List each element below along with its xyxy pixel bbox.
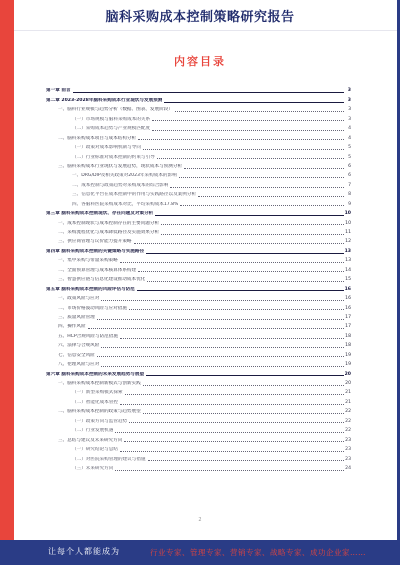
toc-entry-page: 23	[345, 437, 351, 443]
toc-entry-label: 八、伦理风险与应对	[58, 362, 100, 368]
toc-entry-label: （一）新型采购模式探索	[72, 390, 123, 396]
toc-entry-page: 24	[345, 465, 351, 471]
toc-entry-label: 一、DRG/DIP及相关政策对2023年采购成本的影响	[72, 173, 177, 179]
toc-entry-label: （二）对医院采购管理的建议与措施	[72, 456, 146, 462]
toc-entry[interactable]	[46, 179, 351, 188]
toc-entry-label: 第六章 脑科采购成本控制的未来发展趋势与展望	[46, 371, 145, 377]
toc-entry-label: （二）行业标准对成本控制的约束与引导	[72, 154, 155, 160]
toc-leader	[129, 422, 344, 423]
toc-entry[interactable]	[46, 444, 351, 453]
toc-entry-label: 第一章 前言	[46, 88, 71, 94]
toc-entry-page: 20	[345, 381, 351, 386]
toc-leader	[179, 177, 344, 178]
toc-entry-page: 4	[348, 135, 351, 141]
toc-entry-label: 第三章 脑科采购成本控制现状、存在问题及对策分析	[46, 211, 154, 217]
toc-entry[interactable]	[46, 425, 351, 434]
toc-entry[interactable]	[46, 312, 351, 321]
toc-leader	[120, 404, 344, 405]
toc-entry-page: 13	[344, 248, 351, 254]
toc-entry-label: （二）行业发展机遇	[72, 428, 114, 434]
toc-entry[interactable]	[46, 264, 351, 273]
toc-entry-label: 二、采购流程优化与成本降低路径及实施效果分析	[58, 230, 160, 235]
toc-entry[interactable]	[46, 406, 351, 415]
toc-entry[interactable]	[46, 245, 351, 254]
toc-entry-page: 21	[345, 399, 351, 405]
toc-entry-label: 第四章 脑科采购成本控制的关键策略与实施路径	[46, 248, 145, 254]
toc-entry-page: 15	[345, 277, 351, 283]
toc-entry-page: 3	[347, 97, 351, 103]
toc-entry[interactable]	[46, 142, 351, 151]
footer-slogan: 让每个人都能成为	[48, 547, 120, 556]
toc-leader	[124, 441, 344, 442]
toc-entry[interactable]	[46, 463, 351, 472]
toc-entry[interactable]	[46, 151, 351, 160]
toc-entry-label: （二）采购成本趋势与产业规模匹配度	[72, 126, 151, 132]
toc-entry[interactable]	[46, 283, 351, 292]
toc-entry-page: 6	[348, 173, 351, 179]
toc-leader	[152, 120, 344, 121]
toc-entry-page: 22	[345, 418, 351, 424]
toc-leader	[161, 224, 344, 225]
toc-entry-page: 19	[345, 352, 351, 358]
toc-entry[interactable]	[46, 359, 351, 368]
toc-leader	[101, 366, 344, 367]
toc-leader	[198, 196, 344, 197]
toc-entry[interactable]	[46, 113, 351, 122]
toc-leader	[120, 451, 344, 452]
toc-leader	[101, 300, 344, 301]
toc-entry-label: （三）未来研究方向	[72, 465, 114, 471]
toc-entry-label: 一、脑科采购成本控制新模式与创新实践	[58, 381, 141, 386]
toc-entry-page: 17	[345, 324, 351, 330]
toc-leader	[146, 253, 344, 254]
toc-entry-label: 二、脑科采购成本项目与成本结构分析	[58, 135, 137, 141]
toc-entry[interactable]	[46, 368, 351, 377]
toc-entry[interactable]	[46, 217, 351, 226]
toc-entry-page: 19	[345, 362, 351, 368]
toc-entry-page: 7	[348, 182, 351, 188]
toc-leader	[147, 281, 344, 282]
toc-entry[interactable]	[46, 123, 351, 132]
toc-entry-label: 四、各脑科医院采购成本对比，平均采购成本17.8%	[72, 201, 179, 207]
toc-leader	[73, 92, 344, 93]
toc-entry-page: 10	[345, 220, 351, 226]
toc-entry[interactable]	[46, 349, 351, 358]
toc-entry-page: 23	[345, 447, 351, 453]
toc-entry[interactable]	[46, 293, 351, 302]
toc-leader	[146, 375, 344, 376]
toc-entry[interactable]	[46, 321, 351, 330]
toc-entry-page: 10	[344, 211, 351, 217]
toc-leader	[164, 102, 344, 103]
toc-entry-label: 三、总结与建议及未来研究方向	[58, 437, 123, 443]
toc-entry-label: 三、供应商管理与议价能力提升策略	[58, 239, 132, 245]
page-footer	[0, 540, 400, 565]
toc-entry-label: 三、脑科采购成本行业现状与发展趋势，现状成本与预测分析	[58, 163, 183, 169]
toc-entry[interactable]	[46, 161, 351, 170]
toc-entry[interactable]	[46, 330, 351, 339]
toc-leader	[120, 338, 344, 339]
toc-leader	[143, 413, 344, 414]
toc-entry[interactable]	[46, 227, 351, 236]
toc-entry-page: 20	[344, 371, 351, 377]
toc-leader	[148, 460, 344, 461]
toc-entry-page: 13	[345, 258, 351, 264]
toc-leader	[120, 262, 344, 263]
toc-entry-page: 16	[345, 296, 351, 302]
toc-entry-page: 17	[345, 314, 351, 320]
toc-entry-label: 二、市场价格波动风险与应对措施	[58, 305, 127, 311]
table-of-contents	[46, 85, 351, 472]
toc-leader	[129, 309, 344, 310]
toc-entry[interactable]	[46, 340, 351, 349]
toc-entry-label: （一）政策方向与监管趋势	[72, 418, 128, 424]
toc-leader	[155, 215, 343, 216]
toc-entry-label: （一）市场规模与脑科采购成本的关系	[72, 116, 151, 122]
toc-leader	[134, 243, 344, 244]
toc-leader	[180, 205, 344, 206]
toc-leader	[137, 290, 344, 291]
toc-leader	[184, 168, 344, 169]
toc-entry[interactable]	[46, 132, 351, 141]
toc-entry[interactable]	[46, 85, 351, 94]
page-number: 2	[198, 517, 202, 523]
toc-heading: 内容目录	[174, 55, 226, 68]
toc-leader	[97, 356, 344, 357]
toc-entry[interactable]	[46, 415, 351, 424]
toc-entry-page: 5	[348, 145, 351, 151]
toc-entry[interactable]	[46, 387, 351, 396]
toc-entry[interactable]	[46, 302, 351, 311]
toc-entry-page: 4	[348, 126, 351, 132]
toc-entry-page: 16	[344, 286, 351, 292]
left-accent-stripe	[0, 0, 14, 540]
toc-entry-label: 七、信息安全风险	[58, 352, 95, 358]
toc-entry[interactable]	[46, 236, 351, 245]
page-header	[0, 0, 400, 31]
toc-entry-label: 三、质量风险管理	[58, 314, 95, 320]
toc-entry[interactable]	[46, 170, 351, 179]
toc-entry-page: 3	[348, 107, 351, 113]
toc-entry-label: 二、脑科采购成本控制的政策与趋势展望	[58, 409, 141, 415]
toc-leader	[115, 470, 344, 471]
toc-entry[interactable]	[46, 189, 351, 198]
toc-entry-page: 3	[347, 88, 351, 94]
footer-roles: 行业专家、管理专家、营销专家、战略专家、成功企业家……	[150, 547, 366, 557]
toc-leader	[157, 158, 344, 159]
toc-entry-page: 3	[348, 116, 351, 122]
toc-leader	[170, 187, 344, 188]
toc-entry-page: 6	[348, 163, 351, 169]
toc-entry[interactable]	[46, 94, 351, 103]
toc-entry-label: 四、操作风险	[58, 324, 86, 330]
toc-entry-label: 三、信息化平台在成本控制中的作用与实践路径以及案例分析	[72, 192, 197, 198]
toc-entry-label: 一、脑科行业规模与趋势分析（数据、图表、发展阶段）	[58, 107, 173, 113]
toc-entry-page: 8	[348, 192, 351, 198]
toc-entry-label: 三、智慧供应链与信息化建设推动成本优化	[58, 277, 146, 283]
toc-leader	[115, 432, 344, 433]
toc-entry[interactable]	[46, 208, 351, 217]
toc-leader	[143, 149, 344, 150]
toc-entry-page: 22	[345, 428, 351, 434]
toc-leader	[138, 271, 344, 272]
toc-entry-page: 9	[348, 201, 351, 207]
toc-leader	[125, 394, 344, 395]
toc-entry-label: 一、成本控制现状与成本控制存在的主要问题分析	[58, 220, 160, 226]
report-title: 脑科采购成本控制策略研究报告	[105, 10, 295, 25]
toc-entry-label: 一、政策风险与应对	[58, 296, 100, 302]
toc-entry-label: 五、HCP合规风险与防范措施	[58, 333, 118, 339]
toc-entry[interactable]	[46, 274, 351, 283]
toc-leader	[138, 139, 344, 140]
toc-entry-page: 16	[345, 305, 351, 311]
toc-entry-page: 11	[345, 230, 351, 235]
toc-leader	[97, 319, 344, 320]
toc-entry-label: （二）智能化成本管控	[72, 399, 118, 405]
toc-leader	[143, 385, 344, 386]
toc-entry-label: （一）政策对成本影响机制与导向	[72, 145, 141, 151]
toc-entry-page: 23	[345, 456, 351, 462]
toc-leader	[161, 234, 344, 235]
toc-entry-label: 第二章 2023-2028年脑科采购成本行业现状与发展预测	[46, 97, 163, 103]
toc-entry-label: 二、全面预算管理与成本核算体系构建	[58, 267, 137, 273]
toc-entry-label: 第五章 脑科采购成本控制的风险评估与防范	[46, 286, 135, 292]
toc-entry-label: 一、集中采购与带量采购策略	[58, 258, 118, 264]
toc-leader	[175, 111, 344, 112]
toc-leader	[101, 347, 344, 348]
toc-entry-label: （一）研究结论与总结	[72, 447, 118, 453]
toc-entry-page: 18	[345, 333, 351, 339]
toc-entry-page: 18	[345, 343, 351, 349]
toc-entry[interactable]	[46, 198, 351, 207]
toc-entry[interactable]	[46, 104, 351, 113]
toc-entry[interactable]	[46, 378, 351, 387]
toc-entry-page: 5	[348, 154, 351, 160]
toc-entry-label: 二、成本控制与政策趋势对采购成本的综合影响	[72, 182, 169, 188]
toc-entry-page: 14	[345, 267, 351, 273]
toc-entry-page: 21	[345, 390, 351, 396]
toc-entry-page: 12	[345, 239, 351, 245]
toc-leader	[88, 328, 344, 329]
toc-entry[interactable]	[46, 255, 351, 264]
toc-entry-page: 22	[345, 409, 351, 415]
toc-entry[interactable]	[46, 396, 351, 405]
toc-entry[interactable]	[46, 434, 351, 443]
toc-entry-label: 六、法律与合规风险	[58, 343, 100, 349]
toc-leader	[152, 130, 344, 131]
toc-entry[interactable]	[46, 453, 351, 462]
